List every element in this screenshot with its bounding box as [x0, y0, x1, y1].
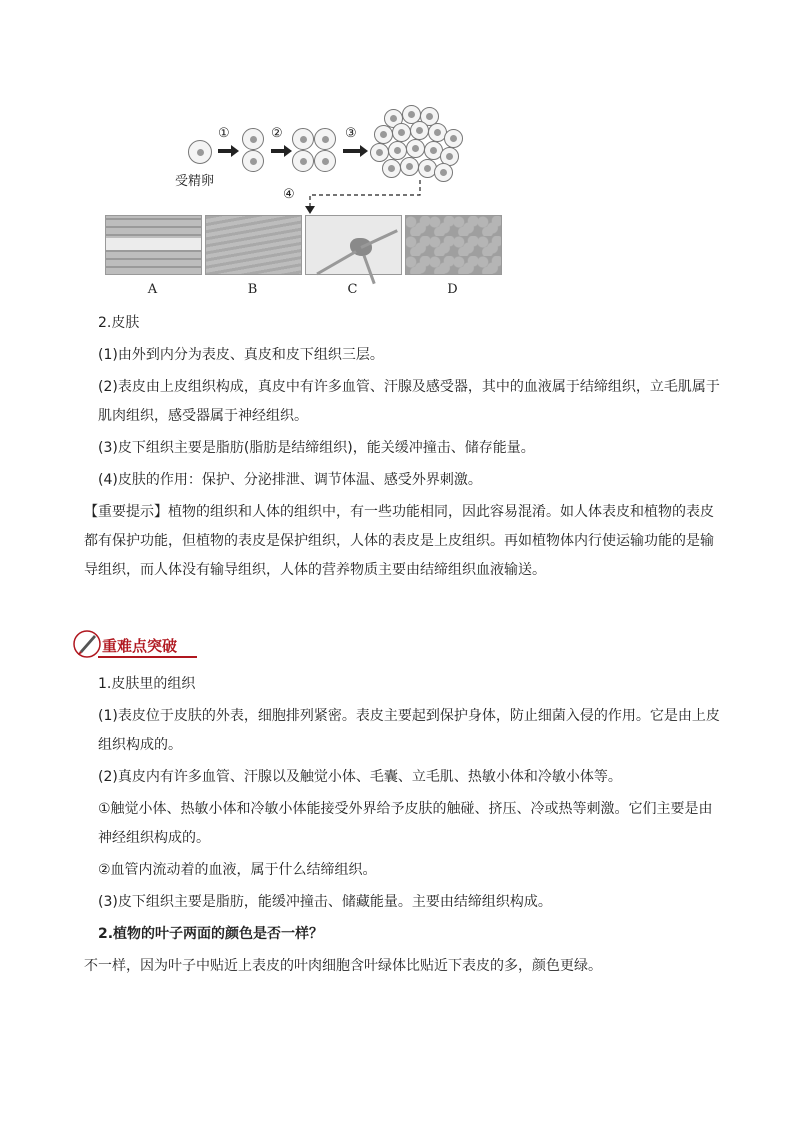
- key-points-banner: [72, 628, 197, 660]
- skin-section: [84, 309, 722, 585]
- paragraph: ①触觉小体、热敏小体和冷敏小体能接受外界给予皮肤的触碰、挤压、冷或热等刺激。它们主要是由神经组织构成的。: [98, 801, 713, 846]
- paragraph: (1)表皮位于皮肤的外表，细胞排列紧密。表皮主要起到保护身体，防止细菌入侵的作用。它是由上皮组织构成的。: [98, 708, 720, 753]
- section-heading: 1.皮肤里的组织: [98, 676, 196, 692]
- paragraph: (2)真皮内有许多血管、汗腺以及触觉小体、毛囊、立毛肌、热敏小体和冷敏小体等。: [98, 769, 622, 785]
- tissue-label-c: C: [347, 282, 358, 297]
- cell-division-figure: [100, 100, 510, 300]
- tissue-label-b: B: [247, 282, 258, 297]
- key-points-section: [84, 670, 722, 981]
- banner-underline: [98, 656, 197, 658]
- paragraph: ②血管内流动着的血液，属于什么结缔组织。: [98, 862, 377, 878]
- pen-icon: [72, 628, 102, 658]
- step-4-label: ④: [283, 187, 295, 202]
- paragraph: (2)表皮由上皮组织构成，真皮中有许多血管、汗腺及感受器，其中的血液属于结缔组织，立毛肌属于肌肉组织，感受器属于神经组织。: [98, 379, 720, 424]
- paragraph: (1)由外到内分为表皮、真皮和皮下组织三层。: [98, 347, 384, 363]
- question-heading: 2.植物的叶子两面的颜色是否一样？: [98, 926, 324, 942]
- step-2-label: ②: [271, 126, 283, 141]
- important-tip: 【重要提示】植物的组织和人体的组织中，有一些功能相同，因此容易混淆。如人体表皮和植物的表皮都有保护功能，但植物的表皮是保护组织，人体的表皮是上皮组织。再如植物体内行使运输功能的是输导组织，而人体没有输导组织，人体的营养物质主要由结缔组织血液输送。: [84, 504, 714, 578]
- tissue-label-a: A: [147, 282, 158, 297]
- tissue-image-c: [305, 215, 402, 275]
- paragraph: (4)皮肤的作用：保护、分泌排泄、调节体温、感受外界刺激。: [98, 472, 482, 488]
- paragraph: (3)皮下组织主要是脂肪，能缓冲撞击、储藏能量。主要由结缔组织构成。: [98, 894, 552, 910]
- answer: 不一样，因为叶子中贴近上表皮的叶肉细胞含叶绿体比贴近下表皮的多，颜色更绿。: [84, 958, 602, 974]
- section-heading: 2.皮肤: [98, 315, 140, 331]
- tissue-image-d: [405, 215, 502, 275]
- banner-title: 重难点突破: [102, 637, 178, 655]
- differentiation-dashed-arrow: [100, 100, 510, 220]
- step-3-label: ③: [345, 126, 357, 141]
- paragraph: (3)皮下组织主要是脂肪(脂肪是结缔组织)，能关缓冲撞击、储存能量。: [98, 440, 535, 456]
- tissue-image-a: [105, 215, 202, 275]
- egg-label: 受精卵: [175, 174, 215, 189]
- tissue-label-d: D: [447, 282, 458, 297]
- tissue-image-b: [205, 215, 302, 275]
- step-1-label: ①: [218, 126, 230, 141]
